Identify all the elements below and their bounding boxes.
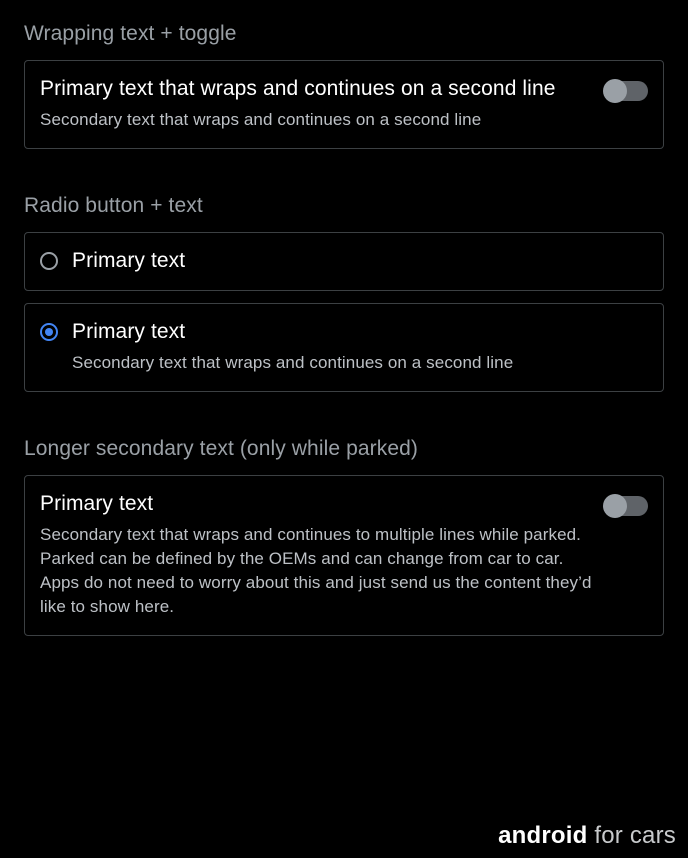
toggle-switch-off[interactable] bbox=[604, 81, 648, 101]
toggle-switch-off[interactable] bbox=[604, 496, 648, 516]
spacer bbox=[24, 392, 664, 422]
android-for-cars-branding bbox=[498, 824, 676, 848]
card-texts bbox=[72, 318, 648, 375]
card-texts bbox=[40, 490, 592, 619]
secondary-text: Secondary text that wraps and continues on a second line bbox=[72, 353, 514, 372]
card-texts bbox=[72, 247, 648, 274]
toggle-knob bbox=[603, 79, 627, 103]
android-wordmark: android bbox=[498, 822, 588, 849]
card-row bbox=[40, 75, 648, 132]
spacer bbox=[24, 459, 664, 475]
primary-text: Primary text bbox=[40, 492, 154, 515]
card-row bbox=[40, 318, 648, 375]
spacer bbox=[24, 291, 664, 303]
card-row bbox=[40, 247, 648, 274]
spacer bbox=[24, 216, 664, 232]
spacer bbox=[24, 44, 664, 60]
toggle-knob bbox=[603, 494, 627, 518]
secondary-text: Secondary text that wraps and continues to multiple lines while parked. Parked can be defined by the OEMs and can change from car to car. Apps do not need to worry about this and just send us the content they’d like to show here. bbox=[40, 525, 592, 616]
card-radio-checked[interactable] bbox=[24, 303, 664, 392]
section-title-wrapping-text-toggle: Wrapping text + toggle bbox=[24, 22, 237, 45]
for-cars-text: for cars bbox=[587, 822, 676, 849]
primary-text: Primary text bbox=[72, 249, 186, 272]
card-longer-secondary-text[interactable] bbox=[24, 475, 664, 636]
primary-text: Primary text that wraps and continues on a second line bbox=[40, 77, 556, 100]
card-row bbox=[40, 490, 648, 619]
radio-button-checked[interactable] bbox=[40, 323, 58, 341]
card-wrapping-text-toggle[interactable] bbox=[24, 60, 664, 149]
card-texts bbox=[40, 75, 592, 132]
primary-text: Primary text bbox=[72, 320, 186, 343]
section-title-radio-button-text: Radio button + text bbox=[24, 194, 203, 217]
radio-button-unchecked[interactable] bbox=[40, 252, 58, 270]
top-spacer bbox=[24, 0, 664, 8]
card-radio-unchecked[interactable] bbox=[24, 232, 664, 291]
section-title-longer-secondary-text: Longer secondary text (only while parked) bbox=[24, 437, 418, 460]
secondary-text: Secondary text that wraps and continues on a second line bbox=[40, 110, 482, 129]
spacer bbox=[24, 149, 664, 179]
